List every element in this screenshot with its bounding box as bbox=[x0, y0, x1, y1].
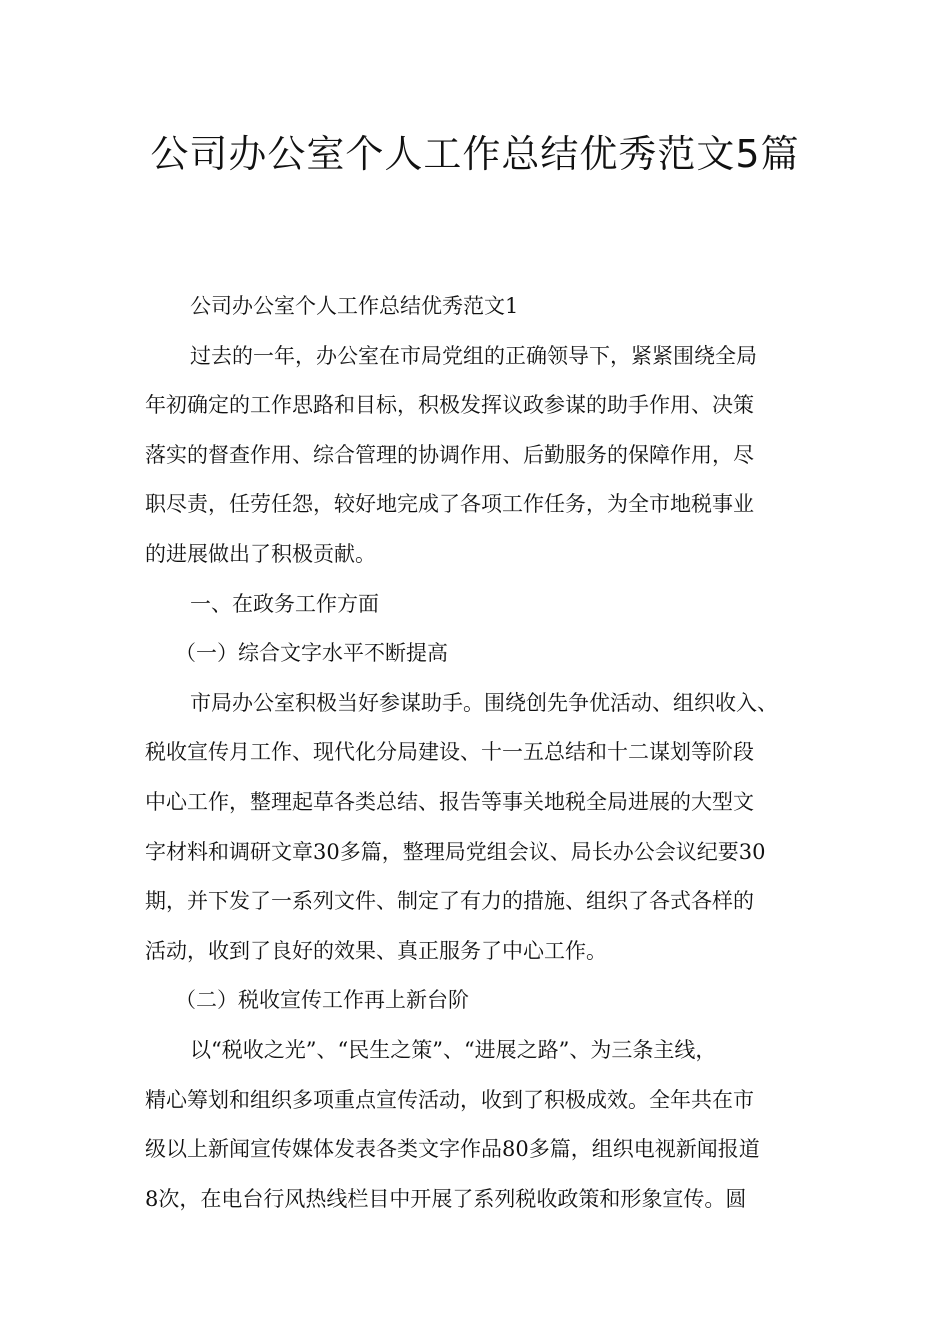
text-line: 级以上新闻宣传媒体发表各类文字作品80多篇，组织电视新闻报道 bbox=[145, 1137, 760, 1162]
text-line: 落实的督查作用、综合管理的协调作用、后勤服务的保障作用，尽 bbox=[145, 442, 754, 467]
paragraph-writing bbox=[145, 679, 825, 977]
paragraph-publicity bbox=[145, 1026, 825, 1224]
text-line: 以“税收之光”、“民生之策”、“进展之路”、为三条主线， bbox=[190, 1037, 717, 1062]
text-line: 市局办公室积极当好参谋助手。围绕创先争优活动、组织收入、 bbox=[190, 690, 778, 715]
text-line: 精心筹划和组织多项重点宣传活动，收到了积极成效。全年共在市 bbox=[145, 1087, 754, 1112]
text-line: 税收宣传月工作、现代化分局建设、十一五总结和十二谋划等阶段 bbox=[145, 740, 754, 765]
heading-level-1: 一、在政务工作方面 bbox=[190, 591, 379, 616]
text-line: 8次，在电台行风热线栏目中开展了系列税收政策和形象宣传。圆 bbox=[145, 1186, 747, 1211]
text-line: 字材料和调研文章30多篇，整理局党组会议、局长办公会议纪要30 bbox=[145, 839, 766, 864]
section-heading: 公司办公室个人工作总结优秀范文1 bbox=[190, 294, 519, 318]
text-line: 期，并下发了一系列文件、制定了有力的措施、组织了各式各样的 bbox=[145, 889, 754, 914]
paragraph-intro bbox=[145, 332, 825, 580]
text-line: 活动，收到了良好的效果、真正服务了中心工作。 bbox=[145, 938, 607, 963]
text-line: 职尽责，任劳任怨，较好地完成了各项工作任务，为全市地税事业 bbox=[145, 492, 754, 517]
text-line: 年初确定的工作思路和目标，积极发挥议政参谋的助手作用、决策 bbox=[145, 393, 754, 418]
heading-level-2: （二）税收宣传工作再上新台阶 bbox=[175, 988, 469, 1013]
text-line: 过去的一年，办公室在市局党组的正确领导下，紧紧围绕全局 bbox=[190, 343, 757, 368]
document-title: 公司办公室个人工作总结优秀范文5篇 bbox=[150, 132, 800, 176]
heading-level-2: （一）综合文字水平不断提高 bbox=[175, 641, 448, 666]
text-line: 的进展做出了积极贡献。 bbox=[145, 541, 376, 566]
text-line: 中心工作，整理起草各类总结、报告等事关地税全局进展的大型文 bbox=[145, 789, 754, 814]
document-body bbox=[145, 282, 825, 1224]
